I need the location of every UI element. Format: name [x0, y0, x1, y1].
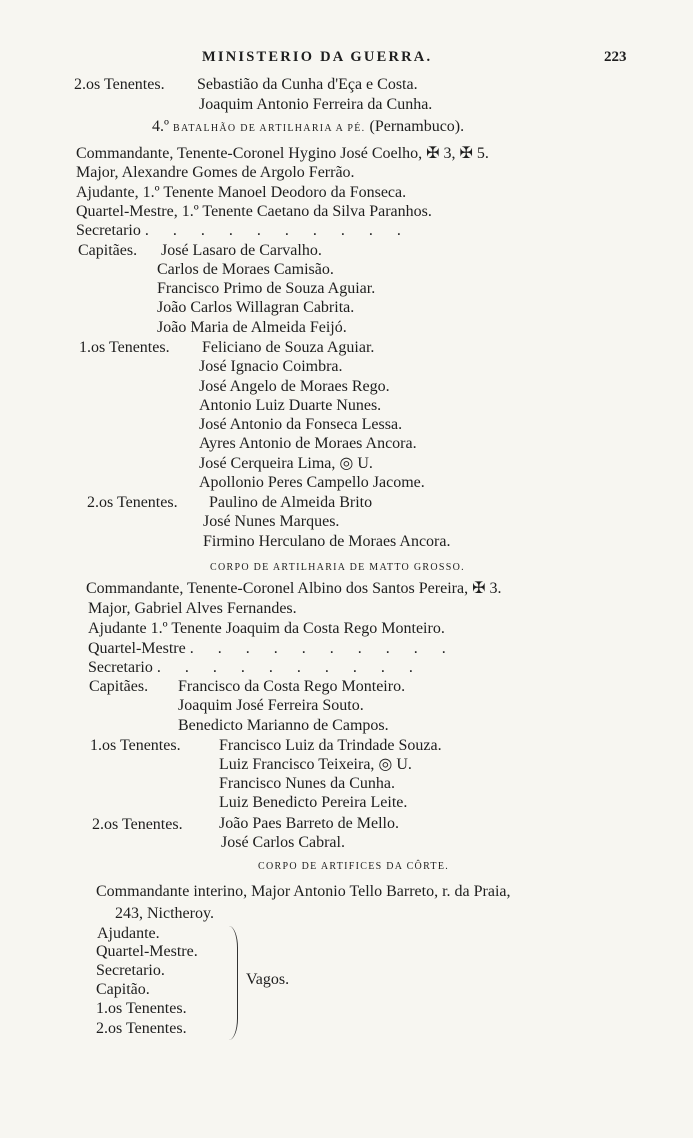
page-number: 223	[604, 49, 627, 65]
list-item: João Maria de Almeida Feijó.	[157, 319, 347, 336]
section-3-tenentes1-label: 1.os Tenentes.	[90, 737, 181, 754]
quartel-mestre-label: Quartel-Mestre	[88, 640, 186, 657]
post-quartel-mestre: Quartel-Mestre.	[96, 943, 198, 960]
commandante-text: Commandante, Tenente-Coronel Hygino José Coelho,	[76, 145, 423, 162]
list-item: José Carlos Cabral.	[221, 834, 345, 851]
list-item: Firmino Herculano de Moraes Ancora.	[203, 533, 451, 550]
page-header-title: MINISTERIO DA GUERRA.	[202, 49, 433, 65]
section-2-commandante	[76, 145, 489, 163]
list-item: Joaquim Antonio Ferreira da Cunha.	[199, 96, 433, 113]
section-3-tenentes2-label: 2.os Tenentes.	[92, 816, 183, 833]
section-2-major: Major, Alexandre Gomes de Argolo Ferrão.	[76, 164, 355, 181]
list-item: Francisco Primo de Souza Aguiar.	[157, 280, 376, 297]
leader-dots: . . . . . . . . . .	[156, 659, 423, 676]
list-item: Feliciano de Souza Aguiar.	[202, 339, 375, 356]
list-item: Francisco Nunes da Cunha.	[219, 775, 395, 792]
section-2-tenentes1-label: 1.os Tenentes.	[79, 339, 170, 356]
list-item: João Paes Barreto de Mello.	[219, 815, 399, 832]
section-2-quartel-mestre: Quartel-Mestre, 1.º Tenente Caetano da Silva Paranhos.	[76, 203, 432, 220]
section-2-tenentes2-label: 2.os Tenentes.	[87, 494, 178, 511]
list-item: Antonio Luiz Duarte Nunes.	[199, 397, 382, 414]
list-item: Ayres Antonio de Moraes Ancora.	[199, 435, 417, 452]
section-3-heading: CORPO DE ARTILHARIA DE MATTO GROSSO.	[210, 562, 465, 573]
section-2-heading-text: BATALHÃO DE ARTILHARIA A PÉ.	[172, 123, 366, 134]
list-item: José Cerqueira Lima, ◎ U.	[199, 455, 373, 472]
list-item: José Antonio da Fonseca Lessa.	[199, 416, 403, 433]
list-item: Benedicto Marianno de Campos.	[178, 717, 389, 734]
list-item: João Carlos Willagran Cabrita.	[157, 299, 355, 316]
section-4-commandante-line1: Commandante interino, Major Antonio Tello Barreto, r. da Praia,	[96, 883, 511, 900]
decoration-cross-icon: ✠ 3, ✠ 5.	[426, 145, 489, 162]
section-2-ajudante: Ajudante, 1.º Tenente Manoel Deodoro da Fonseca.	[76, 184, 407, 201]
secretario-label: Secretario	[76, 222, 141, 239]
post-capitao: Capitão.	[96, 981, 150, 998]
list-item: José Nunes Marques.	[203, 513, 340, 530]
list-item: José Ignacio Coimbra.	[199, 358, 343, 375]
list-item: Paulino de Almeida Brito	[209, 494, 373, 511]
post-tenentes-1: 1.os Tenentes.	[96, 1000, 187, 1017]
leader-dots: . . . . . . . . . .	[144, 222, 411, 239]
post-secretario: Secretario.	[96, 962, 165, 979]
section-2-secretario	[76, 222, 411, 240]
section-2-heading-place: (Pernambuco).	[369, 118, 465, 135]
decoration-cross-icon: ✠ 3.	[472, 580, 502, 597]
section-4-heading: CORPO DE ARTIFICES DA CÔRTE.	[258, 861, 450, 872]
section-2-heading-number: 4.º	[152, 118, 169, 135]
post-tenentes-2: 2.os Tenentes.	[96, 1020, 187, 1037]
section-3-ajudante: Ajudante 1.º Tenente Joaquim da Costa Rego Monteiro.	[88, 620, 445, 637]
list-item: Francisco da Costa Rego Monteiro.	[178, 678, 406, 695]
section-1-tenentes2-label: 2.os Tenentes.	[74, 76, 165, 93]
section-2-capitaes-label: Capitães.	[78, 242, 138, 259]
list-item: Sebastião da Cunha d'Eça e Costa.	[197, 76, 418, 93]
section-3-secretario	[88, 659, 423, 677]
section-3-major: Major, Gabriel Alves Fernandes.	[88, 600, 297, 617]
list-item: Carlos de Moraes Camisão.	[157, 261, 334, 278]
section-3-commandante	[86, 580, 501, 598]
list-item: José Lasaro de Carvalho.	[161, 242, 322, 259]
post-ajudante: Ajudante.	[97, 925, 160, 942]
list-item: Luiz Benedicto Pereira Leite.	[219, 794, 408, 811]
vagos-brace	[229, 926, 238, 1040]
list-item: Joaquim José Ferreira Souto.	[178, 697, 364, 714]
commandante-text: Commandante, Tenente-Coronel Albino dos Santos Pereira,	[86, 580, 469, 597]
leader-dots: . . . . . . . . . .	[189, 640, 456, 657]
list-item: Apollonio Peres Campello Jacome.	[199, 474, 425, 491]
section-3-capitaes-label: Capitães.	[89, 678, 149, 695]
list-item: Luiz Francisco Teixeira, ◎ U.	[219, 756, 412, 773]
list-item: José Angelo de Moraes Rego.	[199, 378, 390, 395]
list-item: Francisco Luiz da Trindade Souza.	[219, 737, 442, 754]
section-3-quartel-mestre	[88, 640, 456, 658]
vagos-label: Vagos.	[246, 971, 290, 988]
section-4-commandante-line2: 243, Nictheroy.	[115, 905, 214, 922]
section-2-heading	[152, 118, 464, 138]
secretario-label: Secretario	[88, 659, 153, 676]
